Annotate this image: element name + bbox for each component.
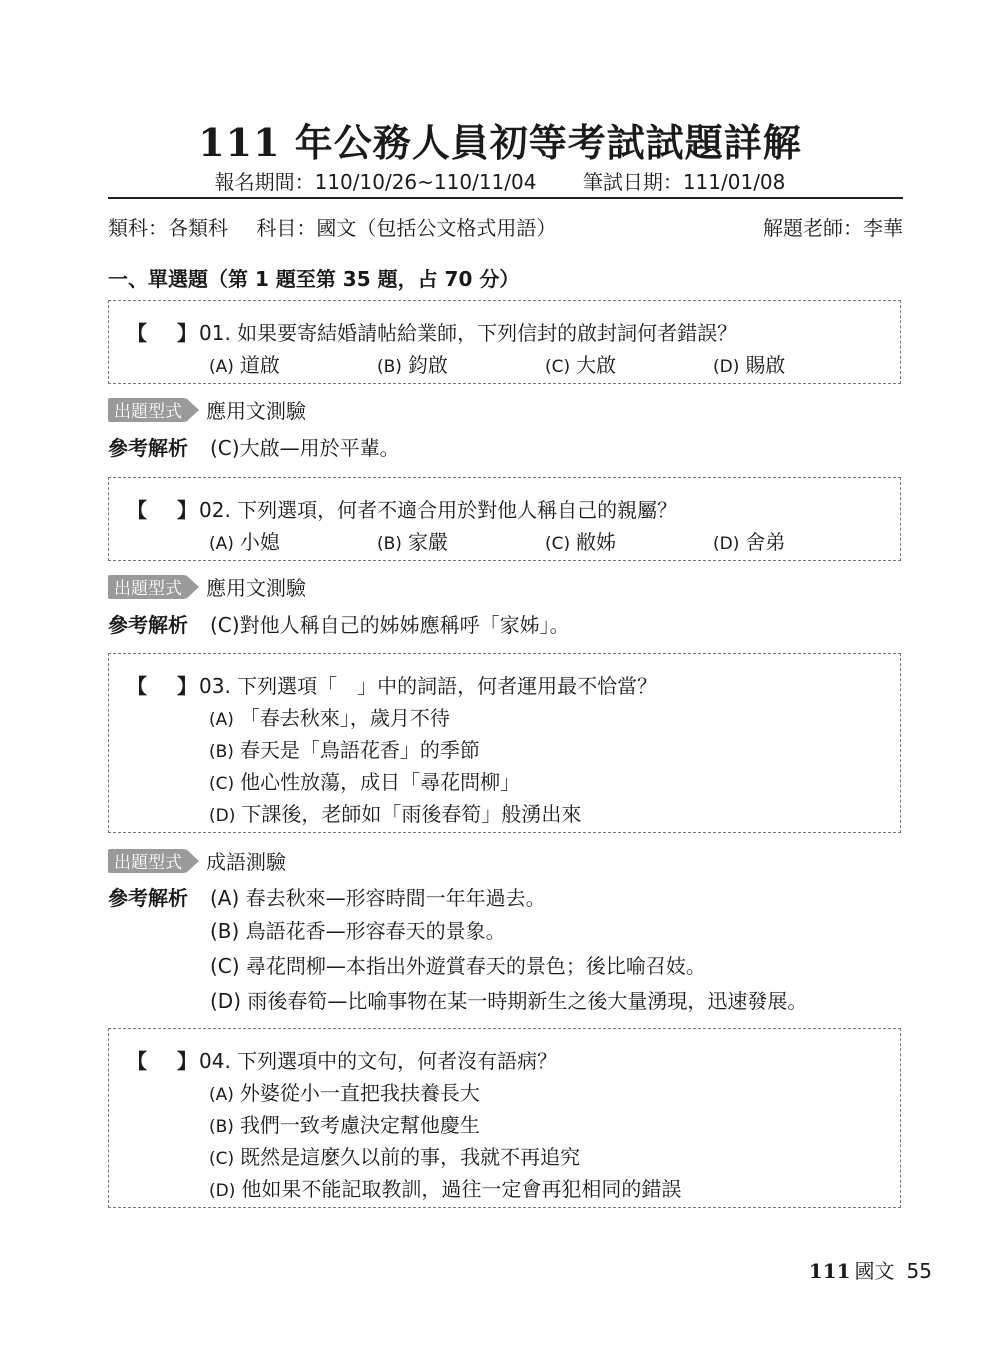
option-a: (A) 小媳 <box>209 530 280 554</box>
option-c: (C) 既然是這麼久以前的事，我就不再追究 <box>209 1145 581 1169</box>
option-d: (D) 下課後，老師如「雨後春筍」般湧出來 <box>209 802 582 826</box>
analysis-text: (C)大啟—用於平輩。 <box>210 436 400 460</box>
answer-bracket-open: 【 <box>127 321 147 345</box>
question-box-3 <box>108 653 901 833</box>
option-b: (B) 春天是「鳥語花香」的季節 <box>209 738 480 762</box>
analysis-text: (A) 春去秋來—形容時間一年年過去。 <box>210 886 546 910</box>
option-b: (B) 我們一致考慮決定幫他慶生 <box>209 1113 480 1137</box>
type-value: 應用文測驗 <box>206 576 306 600</box>
answer-bracket-close: 】 <box>177 674 197 698</box>
option-a: (A) 道啟 <box>209 353 280 377</box>
analysis-text: (C) 尋花問柳—本指出外遊賞春天的景色；後比喻召妓。 <box>210 954 706 978</box>
option-d: (D) 舍弟 <box>713 530 786 554</box>
option-d: (D) 他如果不能記取教訓，過往一定會再犯相同的錯誤 <box>209 1177 682 1201</box>
analysis-label-1: 參考解析 <box>108 436 188 460</box>
answer-bracket-close: 】 <box>177 498 197 522</box>
question-number: 03. <box>199 674 231 698</box>
question-type-3 <box>108 846 286 875</box>
option-a: (A) 「春去秋來」，歲月不待 <box>209 706 450 730</box>
analysis-label-3: 參考解析 <box>108 886 188 910</box>
category: 類科：各類科 <box>108 216 228 240</box>
analysis-label-2: 參考解析 <box>108 613 188 637</box>
section-title: 一、單選題（第 1 題至第 35 題，占 70 分） <box>108 267 520 291</box>
answer-bracket-close: 】 <box>177 321 197 345</box>
question-text: 下列選項「 」中的詞語，何者運用最不恰當？ <box>237 674 658 698</box>
options-row <box>209 349 881 378</box>
answer-bracket-open: 【 <box>127 498 147 522</box>
question-text: 下列選項，何者不適合用於對他人稱自己的親屬？ <box>237 498 678 522</box>
question-text: 下列選項中的文句，何者沒有語病？ <box>237 1049 558 1073</box>
option-b: (B) 鈞啟 <box>377 353 448 377</box>
type-tag: 出題型式 <box>108 575 186 599</box>
question-type-1 <box>108 395 306 424</box>
option-c: (C) 大啟 <box>545 353 617 377</box>
footer-year: 111 <box>808 1259 851 1283</box>
question-box-2 <box>108 477 901 561</box>
question-number: 02. <box>199 498 231 522</box>
teacher: 解題老師：李華 <box>763 216 903 240</box>
subject: 科目：國文（包括公文格式用語） <box>256 216 557 240</box>
option-c: (C) 他心性放蕩，成日「尋花問柳」 <box>209 770 521 794</box>
page-number: 55 <box>906 1259 932 1283</box>
exam-dates <box>0 166 1000 195</box>
analysis-text: (D) 雨後春筍—比喻事物在某一時期新生之後大量湧現，迅速發展。 <box>210 989 808 1013</box>
option-a: (A) 外婆從小一直把我扶養長大 <box>209 1081 480 1105</box>
info-line <box>108 212 903 241</box>
type-value: 成語測驗 <box>206 850 286 874</box>
question-number: 01. <box>199 321 231 345</box>
question-line <box>127 317 737 346</box>
answer-bracket-open: 【 <box>127 674 147 698</box>
answer-bracket-open: 【 <box>127 1049 147 1073</box>
question-line <box>127 1045 557 1074</box>
register-period: 報名期間：110/10/26~110/11/04 <box>214 170 537 194</box>
question-type-2 <box>108 572 306 601</box>
option-b: (B) 家嚴 <box>377 530 448 554</box>
option-d: (D) 賜啟 <box>713 353 786 377</box>
analysis-text: (B) 鳥語花香—形容春天的景象。 <box>210 919 506 943</box>
exam-date: 筆試日期：111/01/08 <box>582 170 786 194</box>
analysis-text: (C)對他人稱自己的姊姊應稱呼「家姊」。 <box>210 613 570 637</box>
question-box-4 <box>108 1028 901 1208</box>
question-line <box>127 670 657 699</box>
question-number: 04. <box>199 1049 231 1073</box>
type-tag: 出題型式 <box>108 398 186 422</box>
page-footer <box>809 1255 932 1284</box>
options-row <box>209 526 881 555</box>
question-line <box>127 494 677 523</box>
option-c: (C) 敝姊 <box>545 530 617 554</box>
answer-bracket-close: 】 <box>177 1049 197 1073</box>
type-value: 應用文測驗 <box>206 399 306 423</box>
question-box-1 <box>108 300 901 384</box>
footer-subject: 國文 <box>854 1259 895 1283</box>
page-title: 111 年公務人員初等考試試題詳解 <box>198 120 802 165</box>
header-rule <box>108 197 903 199</box>
type-tag: 出題型式 <box>108 849 186 873</box>
question-text: 如果要寄結婚請帖給業師，下列信封的啟封詞何者錯誤？ <box>237 321 738 345</box>
